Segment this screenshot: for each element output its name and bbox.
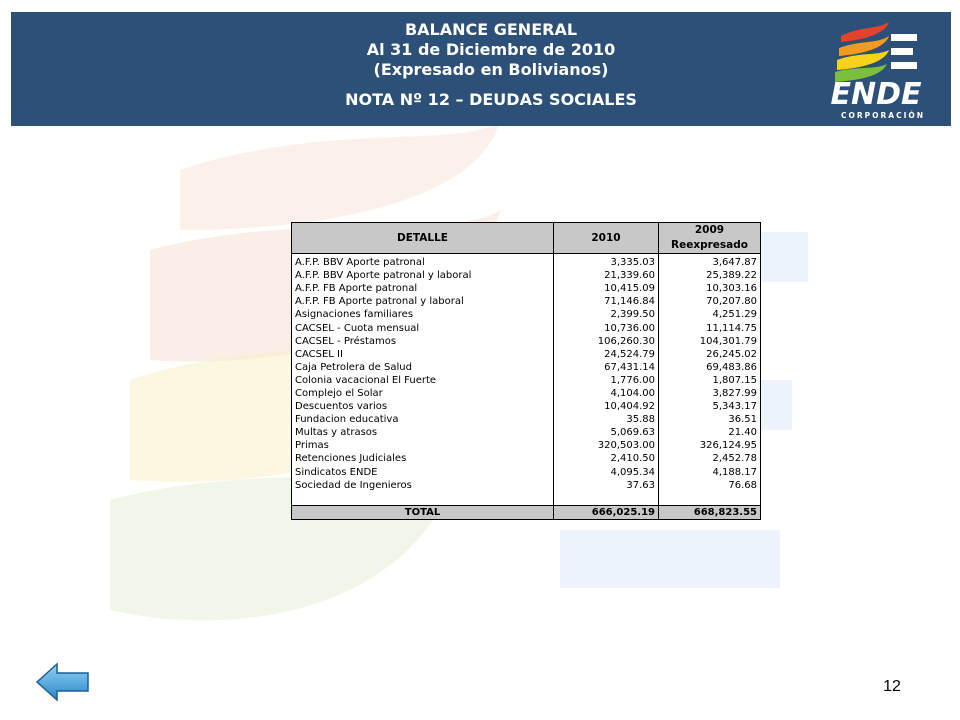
row-detail: CACSEL - Préstamos	[292, 335, 554, 348]
table-row	[292, 269, 761, 282]
row-value-2010: 24,524.79	[554, 348, 659, 361]
col-header-2009	[659, 223, 761, 254]
row-value-2009: 25,389.22	[659, 269, 761, 282]
date-line: Al 31 de Diciembre de 2010	[366, 40, 616, 59]
col-header-2009-sub: Reexpresado	[671, 239, 748, 251]
total-2009: 668,823.55	[659, 505, 761, 519]
col-header-2009-year: 2009	[694, 224, 725, 236]
row-value-2009: 4,251.29	[659, 308, 761, 321]
logo-brand-text: ENDE	[830, 77, 922, 112]
table-row	[292, 387, 761, 400]
table-row	[292, 374, 761, 387]
table-row	[292, 254, 761, 270]
row-detail: Sociedad de Ingenieros	[292, 479, 554, 492]
row-value-2009: 3,827.99	[659, 387, 761, 400]
table-row	[292, 426, 761, 439]
spacer-cell	[292, 492, 554, 506]
row-detail: Descuentos varios	[292, 400, 554, 413]
row-value-2010: 320,503.00	[554, 439, 659, 452]
row-value-2010: 106,260.30	[554, 335, 659, 348]
row-detail: A.F.P. BBV Aporte patronal y laboral	[292, 269, 554, 282]
table-row	[292, 335, 761, 348]
row-value-2010: 2,410.50	[554, 452, 659, 465]
row-value-2009: 5,343.17	[659, 400, 761, 413]
row-value-2009: 76.68	[659, 479, 761, 492]
table-row	[292, 466, 761, 479]
row-value-2009: 3,647.87	[659, 254, 761, 270]
row-value-2010: 35.88	[554, 413, 659, 426]
row-value-2009: 326,124.95	[659, 439, 761, 452]
table-body	[292, 254, 761, 506]
table-row	[292, 479, 761, 492]
row-value-2010: 5,069.63	[554, 426, 659, 439]
logo-subtitle-text: CORPORACIÓN	[840, 111, 926, 120]
table-row	[292, 439, 761, 452]
row-value-2010: 10,404.92	[554, 400, 659, 413]
row-detail: Caja Petrolera de Salud	[292, 361, 554, 374]
currency-line: (Expresado en Bolivianos)	[373, 60, 609, 79]
debts-table	[291, 222, 761, 520]
row-value-2010: 67,431.14	[554, 361, 659, 374]
row-value-2009: 26,245.02	[659, 348, 761, 361]
col-header-detail: DETALLE	[292, 223, 554, 254]
table-row	[292, 321, 761, 334]
row-value-2010: 37.63	[554, 479, 659, 492]
row-value-2009: 36.51	[659, 413, 761, 426]
row-value-2010: 10,415.09	[554, 282, 659, 295]
table-row	[292, 361, 761, 374]
table-row	[292, 452, 761, 465]
row-value-2010: 10,736.00	[554, 321, 659, 334]
table-row	[292, 400, 761, 413]
row-detail: A.F.P. FB Aporte patronal y laboral	[292, 295, 554, 308]
spacer-cell	[659, 492, 761, 506]
row-detail: Sindicatos ENDE	[292, 466, 554, 479]
row-value-2009: 1,807.15	[659, 374, 761, 387]
row-value-2009: 4,188.17	[659, 466, 761, 479]
row-detail: CACSEL II	[292, 348, 554, 361]
row-detail: Retenciones Judiciales	[292, 452, 554, 465]
row-value-2010: 1,776.00	[554, 374, 659, 387]
row-detail: Asignaciones familiares	[292, 308, 554, 321]
row-detail: A.F.P. FB Aporte patronal	[292, 282, 554, 295]
row-value-2010: 4,104.00	[554, 387, 659, 400]
total-2010: 666,025.19	[554, 505, 659, 519]
row-detail: Colonia vacacional El Fuerte	[292, 374, 554, 387]
row-detail: Primas	[292, 439, 554, 452]
row-detail: CACSEL - Cuota mensual	[292, 321, 554, 334]
page-number: 12	[883, 678, 901, 695]
table-row	[292, 295, 761, 308]
table-row	[292, 413, 761, 426]
header-banner	[11, 12, 951, 126]
table-row	[292, 348, 761, 361]
row-value-2009: 69,483.86	[659, 361, 761, 374]
row-detail: Multas y atrasos	[292, 426, 554, 439]
row-value-2009: 104,301.79	[659, 335, 761, 348]
row-detail: Complejo el Solar	[292, 387, 554, 400]
row-value-2009: 21.40	[659, 426, 761, 439]
total-label: TOTAL	[292, 505, 554, 519]
table-row	[292, 308, 761, 321]
row-value-2009: 70,207.80	[659, 295, 761, 308]
spacer-cell	[554, 492, 659, 506]
ende-logo	[801, 18, 951, 122]
row-value-2010: 71,146.84	[554, 295, 659, 308]
row-value-2009: 2,452.78	[659, 452, 761, 465]
debts-table-container	[291, 222, 761, 520]
row-value-2009: 11,114.75	[659, 321, 761, 334]
row-detail: Fundacion educativa	[292, 413, 554, 426]
row-value-2010: 3,335.03	[554, 254, 659, 270]
table-row	[292, 282, 761, 295]
total-row	[292, 505, 761, 519]
row-value-2010: 2,399.50	[554, 308, 659, 321]
back-arrow-icon[interactable]	[35, 662, 90, 702]
note-title: NOTA Nº 12 – DEUDAS SOCIALES	[345, 90, 637, 109]
spacer-row	[292, 492, 761, 506]
col-header-2010: 2010	[554, 223, 659, 254]
row-value-2010: 4,095.34	[554, 466, 659, 479]
row-value-2010: 21,339.60	[554, 269, 659, 282]
row-value-2009: 10,303.16	[659, 282, 761, 295]
page-title: BALANCE GENERAL	[404, 20, 578, 39]
row-detail: A.F.P. BBV Aporte patronal	[292, 254, 554, 270]
